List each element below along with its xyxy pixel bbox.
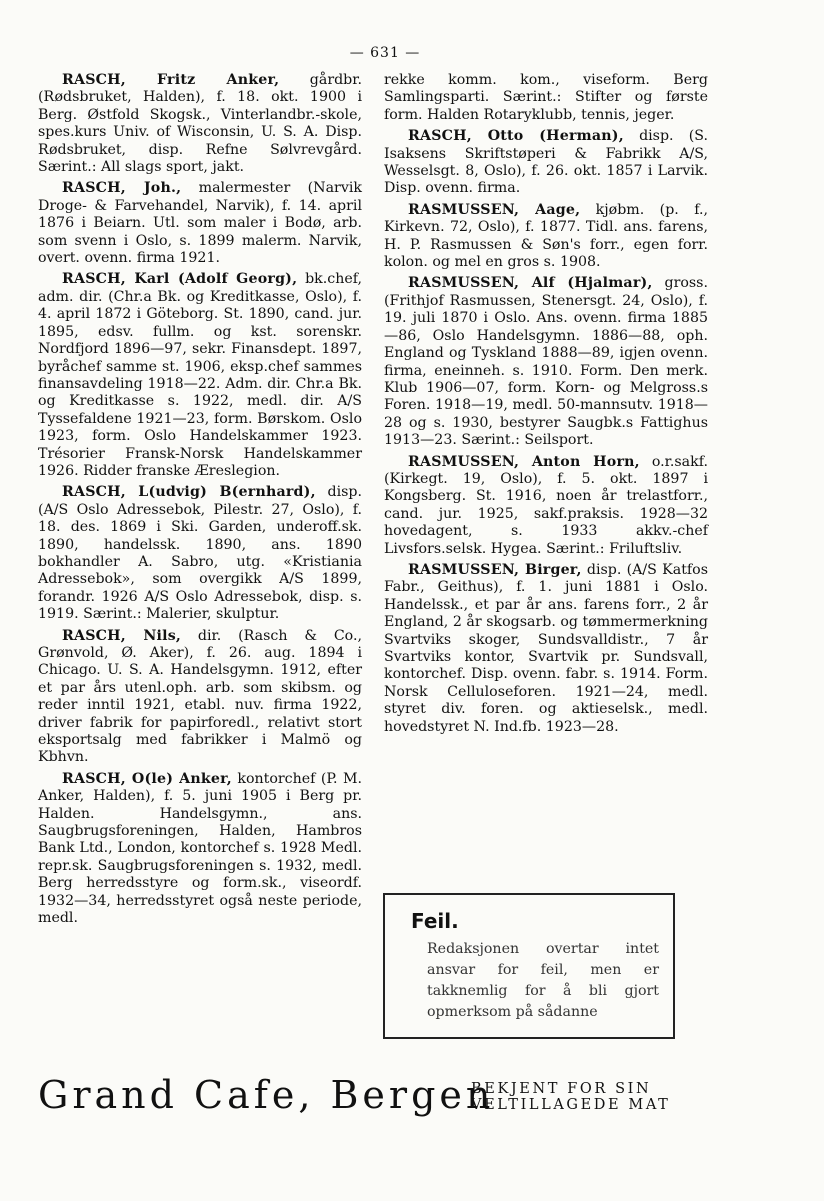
entry-name: RASMUSSEN, Birger,: [408, 561, 582, 578]
entry-text: gårdbr. (Rødsbruket, Halden), f. 18. okt. 1900 i Berg. Østfold Skogsk., Vinterlandbr.-skole, spes.kurs Univ. of Wisconsin, U. S. A. Disp. Rødsbruket, disp. Refne Sølvrevgård. Særint.: All slags sport, jakt.: [38, 72, 362, 176]
advertisement-name: Grand Cafe, Bergen: [38, 1073, 495, 1117]
entry-name: RASCH, Fritz Anker,: [62, 72, 280, 88]
left-column: [38, 72, 362, 932]
entry-name: RASMUSSEN, Alf (Hjalmar),: [408, 275, 653, 292]
entry-name: RASMUSSEN, Aage,: [408, 201, 581, 218]
entry-text: kjøbm. (p. f., Kirkevn. 72, Oslo), f. 1877. Tidl. ans. farens, H. P. Rasmussen & Søn's forr., egen forr. kolon. og mel en gros s. 1908.: [384, 201, 708, 271]
page-number: — 631 —: [349, 45, 421, 61]
right-column: [384, 72, 708, 740]
entry-text: disp. (A/S Katfos Fabr., Geithus), f. 1. juni 1881 i Oslo. Handelssk., et par år ans. farens forr., 2 år England, 2 år skogsarb. og tømmermerkning Svartviks skoger, Sundsvalldistr., 7 år Svartviks kontor, Svartvik pr. Sundsvall, kontorchef. Disp. ovenn. fabr. s. 1914. Form. Norsk Celluloseforen. 1921—24, medl. styret div. foren. og aktieselsk., medl. hovedstyret N. Ind.fb. 1923—28.: [384, 561, 708, 735]
slogan-line: VELTILLAGEDE MAT: [471, 1097, 671, 1113]
entry-text: malermester (Narvik Droge- & Farvehandel, Narvik), f. 14. april 1876 i Beiarn. Utl. som maler i Bodø, arb. som svenn i Oslo, s. 1899 malerm. Narvik, overt. ovenn. firma 1921.: [38, 180, 362, 267]
entry: [38, 271, 362, 480]
entry-name: RASCH, Nils,: [62, 627, 182, 644]
entry-name: RASMUSSEN, Anton Horn,: [408, 453, 640, 470]
entry-text: disp. (S. Isaksens Skriftstøperi & Fabrikk A/S, Wesselsgt. 8, Oslo), f. 26. okt. 1857 i Larvik. Disp. ovenn. firma.: [384, 128, 709, 197]
entry-text: disp. (A/S Oslo Adressebok, Pilestr. 27, Oslo), f. 18. des. 1869 i Ski. Garden, underoff.sk. 1890, handelssk. 1890, ans. 1890 bokhandler A. Sabro, utg. «Kristiania Adressebok», som overgikk A/S 1899, forandr. 1926 A/S Oslo Adressebok, disp. s. 1919. Særint.: Malerier, skulptur.: [38, 484, 362, 623]
entry: [38, 72, 362, 176]
advertisement: [38, 1067, 718, 1127]
entry-continuation: [384, 72, 708, 124]
entry-name: RASCH, L(udvig) B(ernhard),: [62, 484, 316, 501]
entry: [384, 562, 708, 736]
entry-text: dir. (Rasch & Co., Grønvold, Ø. Aker), f. 26. aug. 1894 i Chicago. U. S. A. Handelsgymn. 1912, efter et par års utenl.oph. arb. som skibsm. og reder inntil 1921, etabl. nuv. firma 1922, driver fabrik for papirforedl., relativt stort eksportsalg med fabrikker i Malmö og Kbhvn.: [38, 627, 362, 766]
entry: [384, 202, 708, 272]
entry-text: kontorchef (P. M. Anker, Halden), f. 5. juni 1905 i Berg pr. Halden. Handelsgymn., ans. Saugbrugsforeningen, Halden, Hambros Bank Ltd., London, kontorchef s. 1928 Medl. repr.sk. Saugbrugsforeningen s. 1932, medl. Berg herredsstyre og form.sk., viseordf. 1932—34, herredsstyret også neste periode, medl.: [38, 770, 362, 927]
notice-text: Redaksjonen overtar intet ansvar for feil, men er takknemlig for å bli gjort opmerksom på sådanne: [427, 941, 659, 1020]
entry: [38, 484, 362, 623]
entry-name: RASCH, Joh.,: [62, 180, 182, 197]
error-notice-box: [383, 893, 675, 1039]
advertisement-slogan: [471, 1081, 711, 1113]
entry: [384, 128, 708, 198]
entry-name: RASCH, Otto (Herman),: [408, 128, 624, 145]
entry-text: bk.chef, adm. dir. (Chr.a Bk. og Kreditkasse, Oslo), f. 4. april 1872 i Göteborg. St. 1890, cand. jur. 1895, edsv. fullm. og kst. sorenskr. Nordfjord 1896—97, sekr. Finansdept. 1897, byråchef samme st. 1906, eksp.chef sammes finansavdeling 1918—22. Adm. dir. Chr.a Bk. og Kreditkasse s. 1922, medl. dir. A/S Tyssefaldene 1921—23, form. Børskom. Oslo 1923, form. Oslo Handelskammer 1923. Trésorier Fransk-Norsk Handelskammer 1926. Ridder franske Æreslegion.: [38, 271, 362, 479]
entry-name: RASCH, Karl (Adolf Georg),: [62, 271, 298, 288]
entry: [384, 454, 708, 558]
notice-title: Feil.: [411, 909, 459, 933]
entry-name: RASCH, O(le) Anker,: [62, 770, 232, 787]
entry: [38, 771, 362, 928]
entry: [38, 628, 362, 767]
slogan-line: BEKJENT FOR SIN: [471, 1081, 652, 1097]
entry: [384, 275, 708, 449]
entry-text: rekke komm. kom., viseform. Berg Samlingsparti. Særint.: Stifter og første form. Halden Rotaryklubb, tennis, jeger.: [384, 72, 708, 123]
entry-text: o.r.sakf. (Kirkegt. 19, Oslo), f. 5. okt. 1897 i Kongsberg. St. 1916, noen år trelastforr., cand. jur. 1925, sakf.praksis. 1928—32 hovedagent, s. 1933 akkv.-chef Livsfors.selsk. Hygea. Særint.: Friluftsliv.: [384, 453, 708, 557]
entry-text: gross. (Frithjof Rasmussen, Stenersgt. 24, Oslo), f. 19. juli 1870 i Oslo. Ans. ovenn. firma 1885—86, Oslo Handelsgymn. 1886—88, oph. England og Tyskland 1888—89, igjen ovenn. firma, eneinneh. s. 1910. Form. Den merk. Klub 1906—07, form. Korn- og Melgross.s Foren. 1918—19, medl. 50-mannsutv. 1918—28 og s. 1930, bestyrer Saugbk.s Fattighus 1913—23. Særint.: Seilsport.: [384, 275, 708, 449]
entry: [38, 180, 362, 267]
